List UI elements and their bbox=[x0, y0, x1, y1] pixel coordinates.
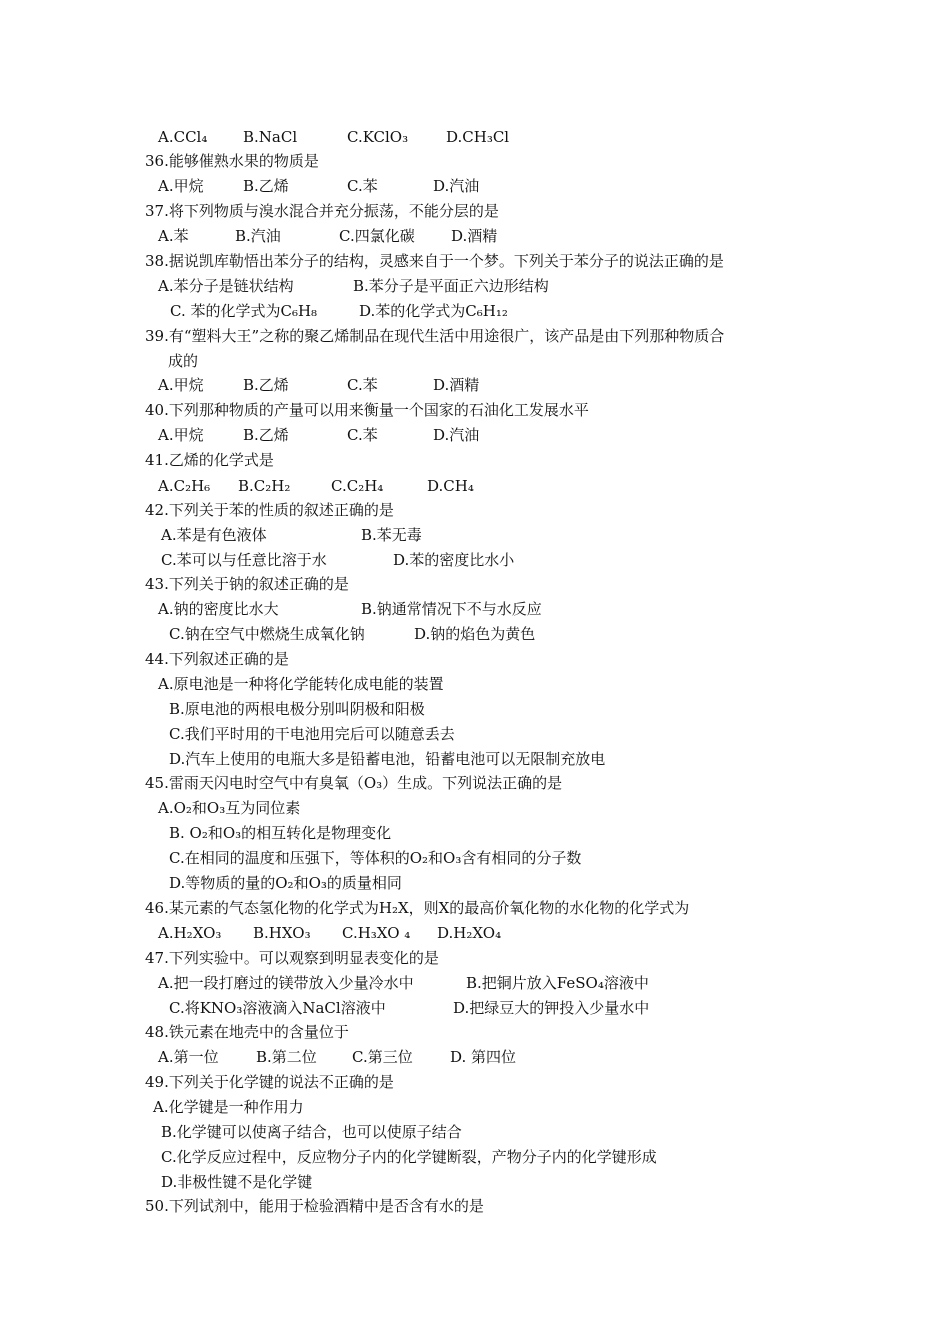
option-c: C.将KNO₃溶液滴入NaCl溶液中 bbox=[169, 999, 386, 1017]
option-d: D.CH₃Cl bbox=[446, 128, 510, 146]
question-46: 46.某元素的气态氢化物的化学式为H₂X，则X的最高价氧化物的水化物的化学式为 bbox=[145, 899, 690, 917]
option-b: B.钠通常情况下不与水反应 bbox=[361, 600, 542, 618]
question-47: 47.下列实验中。可以观察到明显表变化的是 bbox=[145, 949, 439, 967]
question-50: 50.下列试剂中，能用于检验酒精中是否含有水的是 bbox=[145, 1197, 484, 1215]
question-42: 42.下列关于苯的性质的叙述正确的是 bbox=[145, 501, 394, 519]
option-c: C.四氯化碳 bbox=[339, 227, 415, 245]
option-c: C.苯 bbox=[347, 376, 378, 394]
option-a: A.苯 bbox=[158, 227, 189, 245]
option-b: B.苯无毒 bbox=[361, 526, 422, 544]
option-c: C.C₂H₄ bbox=[331, 477, 384, 495]
option-a: A.苯是有色液体 bbox=[161, 526, 267, 544]
question-36: 36.能够催熟水果的物质是 bbox=[145, 152, 319, 170]
option-b: B.汽油 bbox=[235, 227, 281, 245]
option-b: B.化学键可以使离子结合，也可以使原子结合 bbox=[161, 1123, 462, 1141]
option-c: C.我们平时用的干电池用完后可以随意丢去 bbox=[169, 725, 455, 743]
option-c: C.KClO₃ bbox=[347, 128, 409, 146]
option-b: B. O₂和O₃的相互转化是物理变化 bbox=[169, 824, 392, 842]
question-44: 44.下列叙述正确的是 bbox=[145, 650, 289, 668]
option-d: D.非极性键不是化学键 bbox=[161, 1173, 313, 1191]
option-c: C. 苯的化学式为C₆H₈ bbox=[170, 302, 318, 320]
option-b: B.HXO₃ bbox=[253, 924, 311, 942]
option-d: D.苯的化学式为C₆H₁₂ bbox=[359, 302, 508, 320]
option-a: A.甲烷 bbox=[158, 177, 204, 195]
option-b: B.把铜片放入FeSO₄溶液中 bbox=[466, 974, 649, 992]
option-c: C.第三位 bbox=[352, 1048, 413, 1066]
option-b: B.乙烯 bbox=[243, 177, 289, 195]
option-b: B.NaCl bbox=[243, 128, 298, 146]
option-a: A.苯分子是链状结构 bbox=[158, 277, 294, 295]
option-d: D.酒精 bbox=[451, 227, 498, 245]
option-d: D.酒精 bbox=[433, 376, 480, 394]
option-c: C.在相同的温度和压强下，等体积的O₂和O₃含有相同的分子数 bbox=[169, 849, 582, 867]
question-41: 41.乙烯的化学式是 bbox=[145, 451, 274, 469]
option-c: C.化学反应过程中，反应物分子内的化学键断裂，产物分子内的化学键形成 bbox=[161, 1148, 657, 1166]
option-a: A.CCl₄ bbox=[158, 128, 208, 146]
option-d: D.汽车上使用的电瓶大多是铅蓄电池，铅蓄电池可以无限制充放电 bbox=[169, 750, 606, 768]
option-b: B.原电池的两根电极分别叫阴极和阳极 bbox=[169, 700, 425, 718]
option-a: A.甲烷 bbox=[158, 426, 204, 444]
option-a: A.第一位 bbox=[158, 1048, 219, 1066]
option-a: A.H₂XO₃ bbox=[158, 924, 222, 942]
question-39: 39.有“塑料大王”之称的聚乙烯制品在现代生活中用途很广，该产品是由下列那种物质合 bbox=[145, 327, 725, 345]
option-b: B.苯分子是平面正六边形结构 bbox=[353, 277, 549, 295]
option-d: D.等物质的量的O₂和O₃的质量相同 bbox=[169, 874, 402, 892]
option-a: A.O₂和O₃互为同位素 bbox=[158, 799, 301, 817]
option-b: B.乙烯 bbox=[243, 426, 289, 444]
option-a: A.化学键是一种作用力 bbox=[153, 1098, 304, 1116]
option-c: C.苯 bbox=[347, 426, 378, 444]
option-c: C.钠在空气中燃烧生成氧化钠 bbox=[169, 625, 365, 643]
option-a: A.把一段打磨过的镁带放入少量冷水中 bbox=[158, 974, 414, 992]
option-c: C.H₃XO ₄ bbox=[342, 924, 411, 942]
question-45: 45.雷雨天闪电时空气中有臭氧（O₃）生成。下列说法正确的是 bbox=[145, 774, 563, 792]
question-40: 40.下列那种物质的产量可以用来衡量一个国家的石油化工发展水平 bbox=[145, 401, 589, 419]
option-d: D.汽油 bbox=[433, 426, 480, 444]
option-d: D.CH₄ bbox=[427, 477, 474, 495]
option-c: C.苯 bbox=[347, 177, 378, 195]
option-d: D.钠的焰色为黄色 bbox=[414, 625, 536, 643]
option-d: D.H₂XO₄ bbox=[437, 924, 502, 942]
question-39-cont: 成的 bbox=[168, 352, 199, 370]
option-a: A.甲烷 bbox=[158, 376, 204, 394]
option-d: D.汽油 bbox=[433, 177, 480, 195]
question-48: 48.铁元素在地壳中的含量位于 bbox=[145, 1023, 349, 1041]
option-a: A.C₂H₆ bbox=[158, 477, 211, 495]
option-b: B.C₂H₂ bbox=[238, 477, 291, 495]
question-38: 38.据说凯库勒悟出苯分子的结构，灵感来自于一个梦。下列关于苯分子的说法正确的是 bbox=[145, 252, 724, 270]
option-d: D.苯的密度比水小 bbox=[393, 551, 515, 569]
option-d: D. 第四位 bbox=[450, 1048, 517, 1066]
option-b: B.第二位 bbox=[256, 1048, 317, 1066]
option-b: B.乙烯 bbox=[243, 376, 289, 394]
option-d: D.把绿豆大的钾投入少量水中 bbox=[453, 999, 650, 1017]
question-49: 49.下列关于化学键的说法不正确的是 bbox=[145, 1073, 394, 1091]
question-43: 43.下列关于钠的叙述正确的是 bbox=[145, 575, 349, 593]
option-c: C.苯可以与任意比溶于水 bbox=[161, 551, 327, 569]
question-37: 37.将下列物质与溴水混合并充分振荡，不能分层的是 bbox=[145, 202, 499, 220]
option-a: A.钠的密度比水大 bbox=[158, 600, 279, 618]
option-a: A.原电池是一种将化学能转化成电能的装置 bbox=[158, 675, 444, 693]
